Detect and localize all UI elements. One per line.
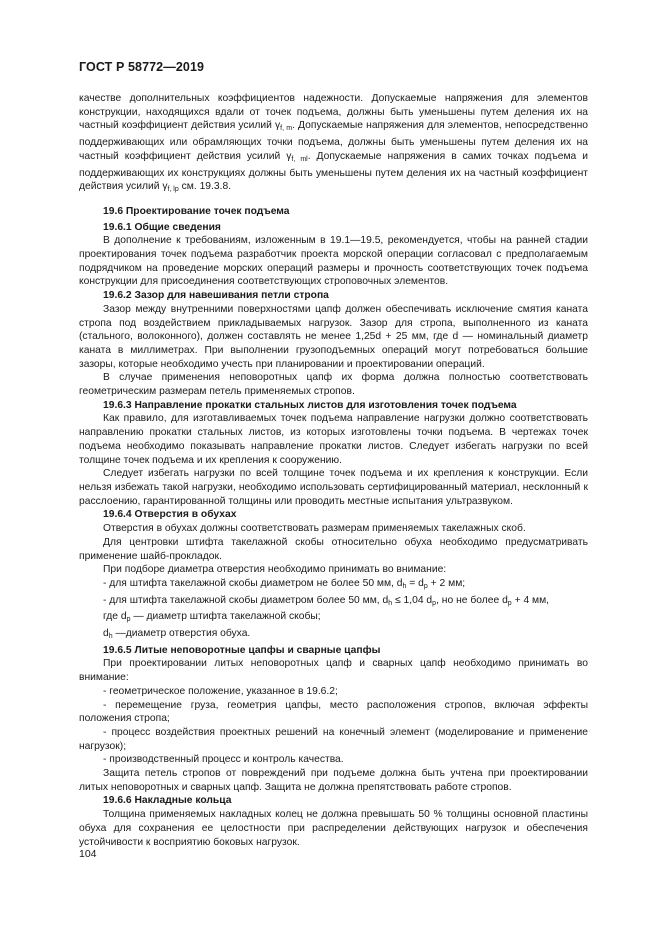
list-item: - перемещение груза, геометрия цапфы, место расположения стропов, включая эффекты положения стропа; [79, 699, 588, 725]
intro-paragraph: качестве дополнительных коэффициентов надежности. Допускаемые напряжения для элементов конструкции, находящихся вдали от точек подъема, должны быть уменьшены путем деления их на частный коэффициент действия усилий $\gamma_{f, m}$. Допускаемые напряжения для элементов, непосредственно поддерживающих или обрамляющих точки подъема, должны быть уменьшены путем деления их на частный коэффициент действия усилий $\gamma_{f, ml}$. Допускаемые напряжения в самих точках подъема и поддерживающих их конструкциях должны быть уменьшены путем деления их на частный коэффициент действия усилий $\gamma_{f, lp}$ см. 19.3.8. [79, 93, 588, 194]
paragraph: Толщина применяемых накладных колец не должна превышать 50 % толщины основной пластины обуха для сохранения ее целостности при распределении действующих нагрузок и обеспечения устойчивости к восприятию боковых нагрузок. [79, 809, 588, 848]
list-item: - процесс воздействия проектных решений на конечный элемент (моделирование и применение нагрузок); [79, 726, 588, 752]
paragraph: В случае применения неповоротных цапф их форма должна полностью соответствовать геометрическим размерам петель применяемых стропов. [79, 372, 588, 398]
section-19-6-5-heading: 19.6.5 Литые неповоротные цапфы и сварные цапфы [103, 644, 381, 656]
formula-explanation: где $d_p$ — диаметр штифта такелажной скобы; [103, 611, 321, 624]
paragraph: В дополнение к требованиям, изложенным в 19.1—19.5, рекомендуется, чтобы на ранней стадии проектирования точек подъема разработчик проекта морской операции согласовал с предполагаемым подрядчиком на проведение морских операций размеры и прочность соответствующих точек подъема конструкции для присоединения соответствующих строповочных элементов. [79, 235, 588, 288]
section-19-6-4-heading: 19.6.4 Отверстия в обухах [103, 509, 237, 521]
paragraph: Защита петель стропов от повреждений при подъеме должна быть учтена при проектировании литых неповоротных и сварных цапф. Защита не должна препятствовать работе стропов. [79, 768, 588, 793]
section-19-6-2-heading: 19.6.2 Зазор для навешивания петли стропа [103, 290, 329, 302]
paragraph: Как правило, для изготавливаемых точек подъема направление нагрузки должно соответствовать направлению прокатки стальных листов, из которых изготовлены точки подъема. В чертежах точек подъема необходимо показывать направление прокатки листов. Следует избегать нагрузки по всей толщине точек подъема и их крепления к сооружению. [79, 413, 588, 466]
section-19-6-3-heading: 19.6.3 Направление прокатки стальных листов для изготовления точек подъема [103, 399, 517, 411]
section-19-6-1-heading: 19.6.1 Общие сведения [103, 221, 221, 233]
page-number: 104 [79, 848, 97, 860]
paragraph: Для центровки штифта такелажной скобы относительно обуха необходимо предусматривать применение шайб-прокладок. [79, 536, 588, 562]
paragraph: Отверстия в обухах должны соответствовать размерам применяемых такелажных скоб. [103, 523, 526, 535]
formula-explanation: $d_h$ —диаметр отверстия обуха. [103, 628, 251, 641]
paragraph: Следует избегать нагрузки по всей толщине точек подъема и их крепления к конструкции. Если нельзя избежать такой нагрузки, необходимо использовать сертифицированный материал, несклонный к расслоению, гарантированной толщины или проводить местные испытания ультразвуком. [79, 468, 588, 507]
paragraph: При подборе диаметра отверстия необходимо принимать во внимание: [103, 564, 447, 576]
section-19-6-heading: 19.6 Проектирование точек подъема [103, 205, 290, 217]
paragraph: Зазор между внутренними поверхностями цапф должен обеспечивать исключение смятия каната стропа под воздействием прикладываемых нагрузок. Зазор для стропа, выполненного из каната (стального, волоконного), должен составлять не менее 1,25d + 25 мм, где d — номинальный диаметр каната в миллиметрах. При выполнении грузоподъемных операций могут потребоваться большие зазоры, которые необходимо учесть при планировании и проектировании операций. [79, 303, 588, 370]
list-item: - для штифта такелажной скобы диаметром более 50 мм, $d_h \le 1,04$ $d_p$, но не более $d_p + 4$ мм, [103, 594, 550, 607]
document-header: ГОСТ Р 58772—2019 [79, 60, 205, 74]
list-item: - геометрическое положение, указанное в 19.6.2; [103, 685, 338, 697]
section-19-6-6-heading: 19.6.6 Накладные кольца [103, 795, 232, 807]
document-body [79, 92, 588, 849]
list-item: - для штифта такелажной скобы диаметром не более 50 мм, $d_h = d_p + 2$ мм; [103, 577, 466, 590]
list-item: - производственный процесс и контроль качества. [103, 754, 344, 766]
paragraph: При проектировании литых неповоротных цапф и сварных цапф необходимо принимать во внимание: [79, 658, 588, 684]
